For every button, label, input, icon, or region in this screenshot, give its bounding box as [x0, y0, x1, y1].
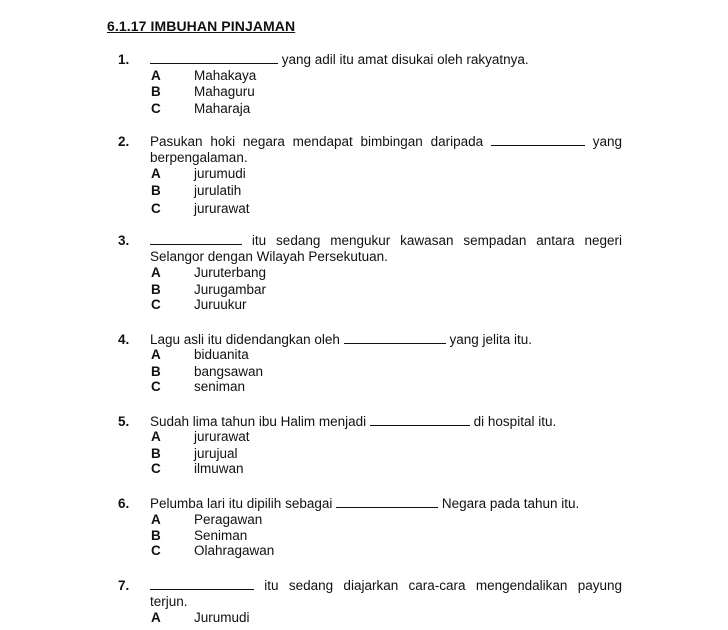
option-letter: C: [151, 201, 161, 216]
option-row: [0, 347, 728, 363]
option-letter: A: [151, 166, 161, 181]
stem-text-after: itu sedang diajarkan cara-cara mengendalikan payung terjun.: [150, 578, 622, 609]
option-letter: B: [151, 528, 161, 543]
stem-text-after: yang jelita itu.: [449, 332, 532, 347]
option-row: [0, 68, 728, 84]
option-letter: C: [151, 461, 161, 476]
stem-text-after: itu sedang mengukur kawasan sempadan antara negeri Selangor dengan Wilayah Persekutuan.: [150, 233, 622, 264]
question-stem: [150, 134, 622, 166]
stem-text-after: yang adil itu amat disukai oleh rakyatnya.: [281, 52, 529, 67]
option-text: jurujual: [194, 446, 238, 461]
stem-text-before: Pasukan hoki negara mendapat bimbingan daripada: [150, 134, 484, 149]
option-text: Juruukur: [194, 297, 247, 312]
answer-blank: [150, 233, 242, 245]
question-number: 5.: [118, 414, 130, 429]
answer-blank: [344, 332, 446, 344]
option-text: jurumudi: [194, 166, 246, 181]
option-text: Mahakaya: [194, 68, 257, 83]
option-text: Juruterbang: [194, 265, 267, 280]
option-letter: B: [151, 446, 161, 461]
option-text: seniman: [194, 379, 246, 394]
stem-text-after: di hospital itu.: [473, 414, 557, 429]
option-row: [0, 297, 728, 313]
question-number: 4.: [118, 332, 130, 347]
option-letter: B: [151, 364, 161, 379]
option-letter: C: [151, 101, 161, 116]
question-stem: [150, 332, 622, 348]
option-letter: A: [151, 265, 161, 280]
option-letter: A: [151, 610, 161, 625]
option-letter: C: [151, 543, 161, 558]
option-row: [0, 101, 728, 117]
question-number: 1.: [118, 52, 130, 67]
answer-blank: [150, 578, 254, 590]
answer-blank: [491, 134, 585, 146]
option-text: bangsawan: [194, 364, 264, 379]
option-letter: B: [151, 183, 161, 198]
option-text: Jurumudi: [194, 610, 250, 625]
question-stem: [150, 496, 622, 512]
option-letter: C: [151, 379, 161, 394]
answer-blank: [150, 52, 278, 64]
stem-text-after: Negara pada tahun itu.: [441, 496, 580, 511]
option-row: [0, 512, 728, 528]
option-text: Maharaja: [194, 101, 251, 116]
option-row: [0, 84, 728, 100]
option-row: [0, 528, 728, 544]
option-row: [0, 183, 728, 199]
option-letter: A: [151, 429, 161, 444]
option-row: [0, 379, 728, 395]
stem-text-before: Lagu asli itu didendangkan oleh: [150, 332, 340, 347]
stem-text-before: Sudah lima tahun ibu Halim menjadi: [150, 414, 367, 429]
question-stem: [150, 233, 622, 265]
question-number: 3.: [118, 233, 130, 248]
option-letter: C: [151, 297, 161, 312]
option-text: jururawat: [194, 201, 250, 216]
question-stem: [150, 578, 622, 610]
option-row: [0, 461, 728, 477]
worksheet-heading: 6.1.17 IMBUHAN PINJAMAN: [107, 18, 296, 34]
option-row: [0, 265, 728, 281]
question-number: 2.: [118, 134, 130, 149]
option-row: [0, 201, 728, 217]
option-row: [0, 429, 728, 445]
option-row: [0, 364, 728, 380]
option-row: [0, 166, 728, 182]
stem-text-after: yang berpengalaman.: [150, 134, 622, 165]
question-stem: [150, 414, 622, 430]
option-text: Seniman: [194, 528, 248, 543]
option-row: [0, 446, 728, 462]
option-text: Peragawan: [194, 512, 263, 527]
option-letter: B: [151, 84, 161, 99]
option-text: jurulatih: [194, 183, 242, 198]
option-text: biduanita: [194, 347, 249, 362]
option-letter: A: [151, 347, 161, 362]
option-row: [0, 282, 728, 298]
option-row: [0, 543, 728, 559]
option-text: Jurugambar: [194, 282, 267, 297]
answer-blank: [336, 496, 438, 508]
answer-blank: [370, 414, 470, 426]
option-text: Olahragawan: [194, 543, 275, 558]
option-letter: A: [151, 68, 161, 83]
question-number: 7.: [118, 578, 130, 593]
stem-text-before: Pelumba lari itu dipilih sebagai: [150, 496, 333, 511]
option-letter: A: [151, 512, 161, 527]
option-text: jururawat: [194, 429, 250, 444]
option-row: [0, 610, 728, 626]
option-text: ilmuwan: [194, 461, 244, 476]
question-number: 6.: [118, 496, 130, 511]
question-stem: [150, 52, 622, 68]
option-letter: B: [151, 282, 161, 297]
option-text: Mahaguru: [194, 84, 255, 99]
